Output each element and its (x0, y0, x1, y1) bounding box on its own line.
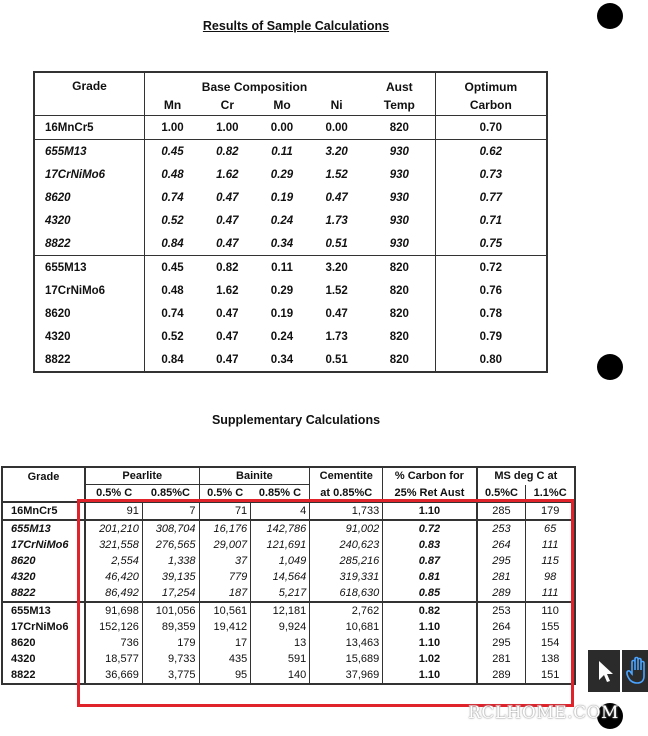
value-cell: 0.80 (479, 353, 503, 366)
table-row (34, 279, 547, 302)
value-cell: 179 (526, 502, 575, 520)
value-cell: 10,681 (310, 619, 383, 635)
value-cell: 1,049 (251, 553, 310, 569)
value-cell: 295 (477, 553, 526, 569)
value-cell: 0.48 (161, 168, 184, 181)
value-cell: 0.75 (479, 237, 503, 250)
results-table-body (34, 116, 547, 373)
grade-cell: 16MnCr5 (2, 502, 85, 520)
value-cell: 9,733 (142, 651, 199, 667)
value-cell: 3.20 (309, 256, 364, 280)
value-cell: 1,733 (310, 502, 383, 520)
value-cell: 0.19 (270, 191, 294, 204)
value-cell: 15,689 (310, 651, 383, 667)
value-cell: 0.74 (161, 307, 184, 320)
value-cell: 1.02 (383, 651, 477, 667)
col-header-grade: Grade (2, 467, 85, 502)
value-cell: 591 (251, 651, 310, 667)
value-cell: 201,210 (85, 520, 142, 537)
value-cell: 0.81 (383, 569, 477, 585)
value-cell: 151 (540, 669, 560, 681)
value-cell: 5,217 (251, 585, 310, 602)
value-cell: 4 (251, 502, 310, 520)
value-cell: 820 (364, 302, 435, 325)
value-cell: 154 (540, 637, 560, 649)
value-cell: 1.10 (383, 667, 477, 684)
value-cell: 0.47 (216, 330, 239, 343)
value-cell: 289 (477, 585, 526, 602)
value-cell: 0.34 (270, 237, 294, 250)
table-row (34, 140, 547, 164)
col-header-cementite-1: Cementite (310, 467, 383, 485)
value-cell: 0.48 (161, 284, 184, 297)
value-cell: 0.47 (325, 307, 348, 320)
value-cell: 37,969 (310, 667, 383, 684)
value-cell: 0.76 (479, 284, 503, 297)
value-cell: 65 (526, 520, 575, 537)
value-cell: 89,359 (142, 619, 199, 635)
value-cell: 1.62 (216, 284, 239, 297)
value-cell: 18,577 (85, 651, 142, 667)
value-cell: 0.70 (435, 116, 547, 140)
value-cell: 820 (364, 348, 435, 372)
value-cell: 1.00 (200, 116, 255, 140)
table-row (2, 502, 575, 520)
value-cell: 0.71 (479, 214, 503, 227)
value-cell: 0.11 (255, 140, 310, 164)
supplementary-table-body (2, 502, 575, 684)
col-header-bainite-085: 0.85% C (251, 485, 310, 503)
grade-cell: 655M13 (34, 140, 145, 164)
value-cell: 1.73 (325, 214, 348, 227)
value-cell: 0.47 (216, 237, 239, 250)
punch-hole-dot (597, 3, 623, 29)
value-cell: 17,254 (142, 585, 199, 602)
value-cell: 0.45 (145, 256, 201, 280)
value-cell: 308,704 (142, 520, 199, 537)
value-cell: 253 (477, 520, 526, 537)
grade-cell: 17CrNiMo6 (34, 279, 145, 302)
value-cell: 264 (477, 619, 526, 635)
value-cell: 2,762 (310, 602, 383, 619)
col-header-grade: Grade (34, 72, 145, 116)
value-cell: 17 (199, 635, 251, 651)
value-cell: 0.52 (161, 330, 184, 343)
value-cell: 0.47 (216, 214, 239, 227)
watermark: RCLHOME.COM (468, 703, 619, 723)
grade-cell: 655M13 (34, 256, 145, 280)
value-cell: 0.47 (216, 353, 239, 366)
col-header-mo: Mo (273, 97, 291, 112)
value-cell: 1.52 (325, 168, 348, 181)
value-cell: 86,492 (85, 585, 142, 602)
col-header-cementite-2: at 0.85%C (310, 485, 383, 503)
value-cell: 71 (199, 502, 251, 520)
value-cell: 1,338 (142, 553, 199, 569)
value-cell: 820 (364, 325, 435, 348)
value-cell: 0.51 (325, 353, 348, 366)
value-cell: 95 (199, 667, 251, 684)
table-row (2, 553, 575, 569)
value-cell: 1.73 (325, 330, 348, 343)
value-cell: 435 (199, 651, 251, 667)
value-cell: 930 (364, 209, 435, 232)
value-cell: 321,558 (85, 537, 142, 553)
table-row (2, 635, 575, 651)
punch-hole-dot (597, 354, 623, 380)
value-cell: 319,331 (310, 569, 383, 585)
value-cell: 1.00 (145, 116, 201, 140)
col-header-cr: Cr (220, 97, 235, 112)
col-header-bainite: Bainite (199, 467, 310, 485)
col-header-base-composition: Base Composition (201, 80, 308, 94)
value-cell: 253 (477, 602, 526, 619)
value-cell: 0.52 (161, 214, 184, 227)
value-cell: 110 (526, 602, 575, 619)
value-cell: 7 (142, 502, 199, 520)
table-row (34, 186, 547, 209)
grade-cell: 4320 (34, 325, 145, 348)
grade-cell: 8822 (34, 232, 145, 256)
value-cell: 618,630 (310, 585, 383, 602)
value-cell: 36,669 (85, 667, 142, 684)
table-row (2, 569, 575, 585)
value-cell: 0.00 (255, 116, 310, 140)
value-cell: 0.79 (479, 330, 503, 343)
value-cell: 152,126 (85, 619, 142, 635)
value-cell: 0.51 (325, 237, 348, 250)
grade-cell: 8620 (34, 186, 145, 209)
table-row (2, 651, 575, 667)
hand-tool-button[interactable] (622, 650, 648, 692)
value-cell: 281 (477, 569, 526, 585)
value-cell: 111 (541, 587, 559, 599)
page-title: Results of Sample Calculations (202, 19, 390, 33)
col-header-carbon-1: % Carbon for (383, 467, 477, 485)
grade-cell: 8822 (2, 667, 85, 684)
grade-cell: 8822 (34, 348, 145, 372)
col-header-bainite-05: 0.5% C (199, 485, 251, 503)
value-cell: 37 (199, 553, 251, 569)
value-cell: 98 (544, 571, 557, 583)
cursor-tool-button[interactable] (588, 650, 620, 692)
table-row (34, 116, 547, 140)
pointer-arrow-icon (588, 650, 620, 692)
value-cell: 0.00 (309, 116, 364, 140)
value-cell: 1.52 (325, 284, 348, 297)
value-cell: 39,135 (142, 569, 199, 585)
value-cell: 10,561 (199, 602, 251, 619)
value-cell: 779 (199, 569, 251, 585)
col-header-ni: Ni (330, 97, 343, 112)
value-cell: 155 (540, 621, 560, 633)
value-cell: 91,698 (85, 602, 142, 619)
value-cell: 3,775 (142, 667, 199, 684)
value-cell: 1.10 (383, 502, 477, 520)
grade-cell: 8620 (34, 302, 145, 325)
value-cell: 111 (541, 539, 559, 551)
value-cell: 91 (85, 502, 142, 520)
value-cell: 0.47 (325, 191, 348, 204)
value-cell: 0.11 (255, 256, 310, 280)
value-cell: 0.47 (216, 307, 239, 320)
col-header-pearlite: Pearlite (85, 467, 199, 485)
col-header-ms-11: 1.1%C (533, 486, 567, 499)
value-cell: 0.87 (383, 553, 477, 569)
value-cell: 295 (477, 635, 526, 651)
table-row (2, 619, 575, 635)
value-cell: 0.82 (200, 256, 255, 280)
value-cell: 736 (85, 635, 142, 651)
grade-cell: 4320 (2, 569, 85, 585)
value-cell: 14,564 (251, 569, 310, 585)
grade-cell: 17CrNiMo6 (2, 619, 85, 635)
grade-cell: 8620 (2, 635, 85, 651)
grade-cell: 4320 (2, 651, 85, 667)
value-cell: 1.10 (383, 635, 477, 651)
value-cell: 115 (541, 555, 559, 567)
value-cell: 820 (364, 256, 435, 280)
value-cell: 0.84 (161, 353, 184, 366)
value-cell: 187 (199, 585, 251, 602)
value-cell: 285 (477, 502, 526, 520)
grade-cell: 655M13 (2, 602, 85, 619)
col-header-aust-2: Temp (364, 94, 435, 116)
value-cell: 0.72 (383, 520, 477, 537)
table-row (2, 667, 575, 684)
table-row (2, 585, 575, 602)
value-cell: 13 (251, 635, 310, 651)
value-cell: 0.78 (479, 307, 503, 320)
value-cell: 930 (364, 186, 435, 209)
grade-cell: 8822 (2, 585, 85, 602)
table-row (2, 520, 575, 537)
value-cell: 0.45 (145, 140, 201, 164)
value-cell: 1.10 (383, 619, 477, 635)
col-header-pearlite-085: 0.85%C (142, 485, 199, 503)
supplementary-table (1, 466, 576, 685)
value-cell: 0.72 (435, 256, 547, 280)
value-cell: 0.84 (161, 237, 184, 250)
grade-cell: 8620 (2, 553, 85, 569)
col-header-carbon-2: 25% Ret Aust (383, 485, 477, 503)
value-cell: 930 (364, 232, 435, 256)
grade-cell: 17CrNiMo6 (2, 537, 85, 553)
value-cell: 13,463 (310, 635, 383, 651)
value-cell: 0.19 (270, 307, 294, 320)
value-cell: 16,176 (199, 520, 251, 537)
value-cell: 276,565 (142, 537, 199, 553)
value-cell: 0.24 (270, 214, 294, 227)
value-cell: 3.20 (309, 140, 364, 164)
results-table (33, 71, 548, 373)
value-cell: 285,216 (310, 553, 383, 569)
value-cell: 1.62 (216, 168, 239, 181)
table-row (2, 602, 575, 619)
value-cell: 91,002 (310, 520, 383, 537)
value-cell: 19,412 (199, 619, 251, 635)
col-header-optimum-2: Carbon (469, 97, 512, 112)
value-cell: 0.73 (479, 168, 503, 181)
value-cell: 179 (142, 635, 199, 651)
table-row (34, 163, 547, 186)
supplementary-title: Supplementary Calculations (211, 413, 381, 427)
value-cell: 0.29 (270, 284, 294, 297)
value-cell: 140 (251, 667, 310, 684)
value-cell: 930 (364, 163, 435, 186)
value-cell: 0.82 (200, 140, 255, 164)
value-cell: 820 (364, 116, 435, 140)
value-cell: 142,786 (251, 520, 310, 537)
value-cell: 0.24 (270, 330, 294, 343)
value-cell: 12,181 (251, 602, 310, 619)
table-row (34, 256, 547, 280)
value-cell: 0.82 (383, 602, 477, 619)
hand-icon (622, 650, 648, 692)
value-cell: 0.29 (270, 168, 294, 181)
value-cell: 0.62 (435, 140, 547, 164)
col-header-aust-1: Aust (364, 72, 435, 94)
value-cell: 9,924 (251, 619, 310, 635)
grade-cell: 4320 (34, 209, 145, 232)
table-row (34, 325, 547, 348)
value-cell: 101,056 (142, 602, 199, 619)
col-header-mn: Mn (163, 97, 182, 112)
grade-cell: 655M13 (2, 520, 85, 537)
value-cell: 240,623 (310, 537, 383, 553)
grade-cell: 16MnCr5 (34, 116, 145, 140)
table-row (34, 348, 547, 372)
value-cell: 29,007 (199, 537, 251, 553)
value-cell: 264 (477, 537, 526, 553)
value-cell: 0.85 (383, 585, 477, 602)
value-cell: 820 (364, 279, 435, 302)
value-cell: 0.74 (161, 191, 184, 204)
value-cell: 0.77 (479, 191, 503, 204)
value-cell: 138 (540, 653, 560, 665)
table-row (34, 232, 547, 256)
value-cell: 121,691 (251, 537, 310, 553)
value-cell: 46,420 (85, 569, 142, 585)
col-header-ms-05: 0.5%C (477, 485, 526, 503)
value-cell: 281 (477, 651, 526, 667)
grade-cell: 17CrNiMo6 (34, 163, 145, 186)
value-cell: 0.47 (216, 191, 239, 204)
col-header-pearlite-05: 0.5% C (85, 485, 142, 503)
value-cell: 930 (364, 140, 435, 164)
value-cell: 0.34 (270, 353, 294, 366)
table-row (34, 302, 547, 325)
value-cell: 2,554 (85, 553, 142, 569)
value-cell: 289 (477, 667, 526, 684)
col-header-optimum-1: Optimum (464, 80, 518, 94)
table-row (34, 209, 547, 232)
value-cell: 0.83 (383, 537, 477, 553)
table-row (2, 537, 575, 553)
col-header-ms-1: MS deg C at (494, 470, 558, 483)
